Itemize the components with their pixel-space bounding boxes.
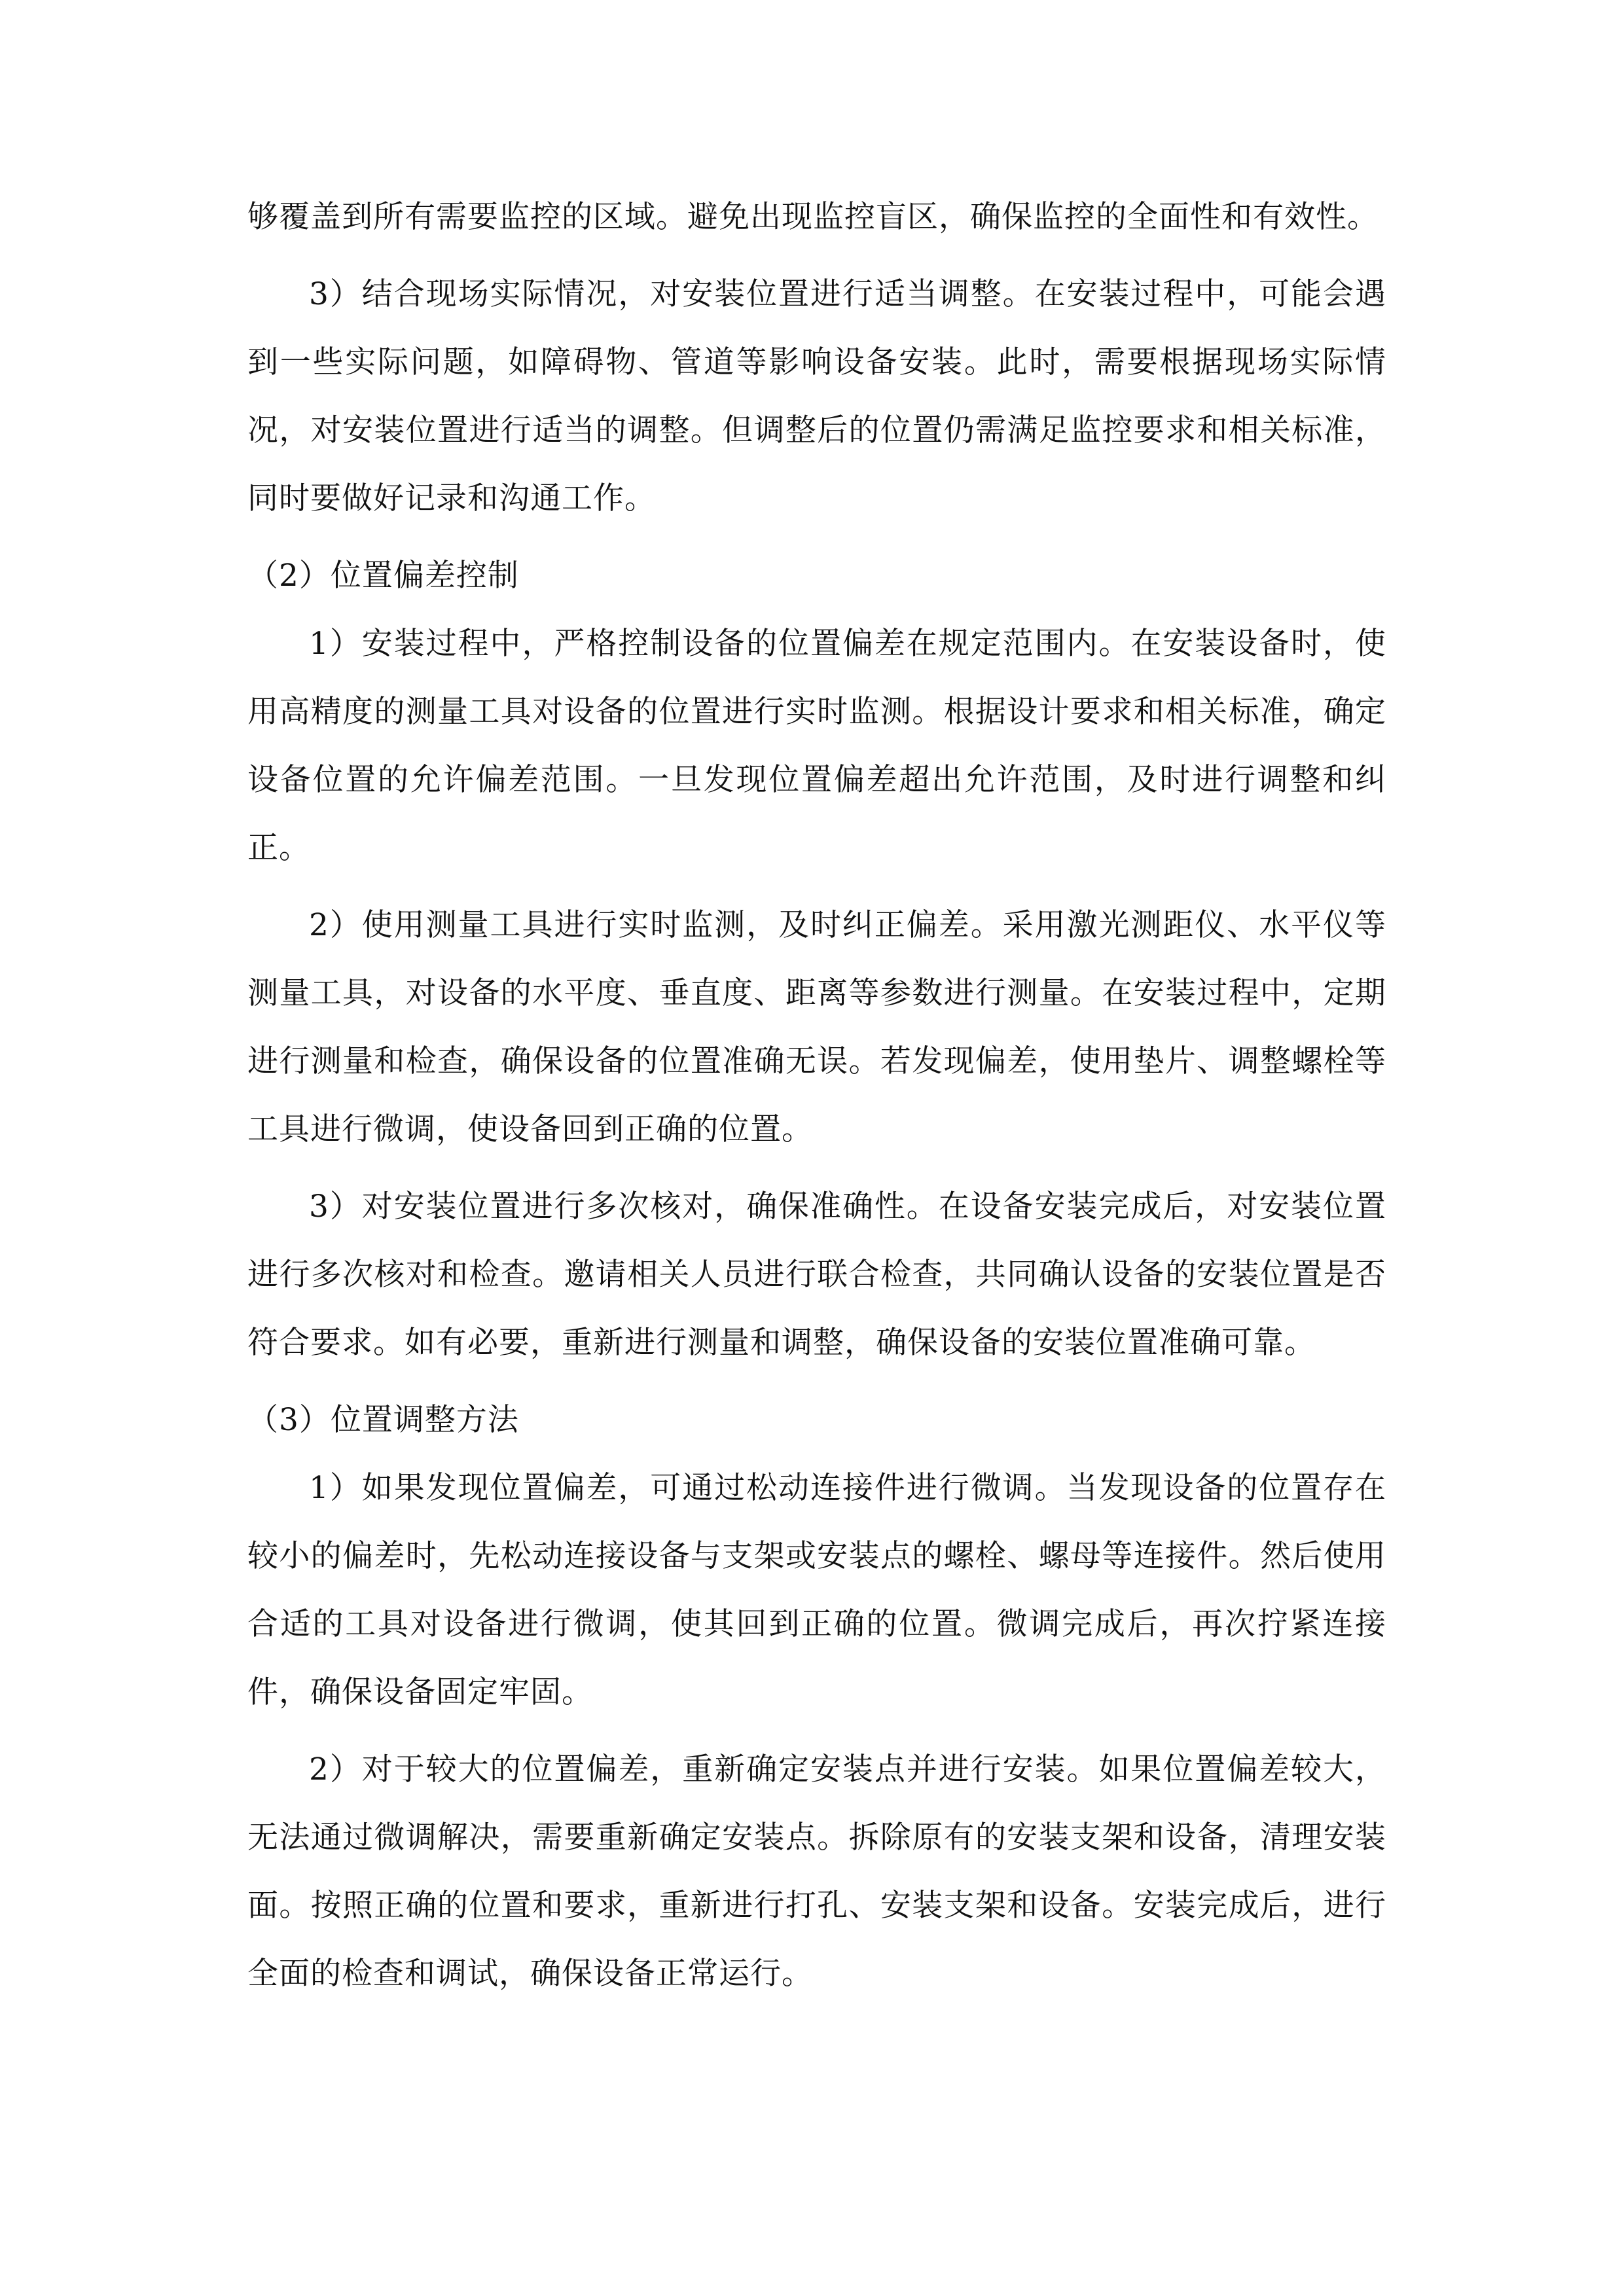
paragraph-reinstall: 2）对于较大的位置偏差，重新确定安装点并进行安装。如果位置偏差较大，无法通过微调解决，需要重新确定安装点。拆除原有的安装支架和设备，清理安装面。按照正确的位置和要求，重新进行打孔、安装支架和设备。安装完成后，进行全面的检查和调试，确保设备正常运行。 (247, 1751, 1386, 1992)
section-heading-adjust-method: （3）位置调整方法 (247, 1402, 519, 1438)
paragraph-adjust-position: 3）结合现场实际情况，对安装位置进行适当调整。在安装过程中，可能会遇到一些实际问题，如障碍物、管道等影响设备安装。此时，需要根据现场实际情况，对安装位置进行适当的调整。但调整后的位置仍需满足监控要求和相关标准，同时要做好记录和沟通工作。 (247, 276, 1386, 516)
paragraph-realtime-measure: 2）使用测量工具进行实时监测，及时纠正偏差。采用激光测距仪、水平仪等测量工具，对设备的水平度、垂直度、距离等参数进行测量。在安装过程中，定期进行测量和检查，确保设备的位置准确无误。若发现偏差，使用垫片、调整螺栓等工具进行微调，使设备回到正确的位置。 (247, 907, 1386, 1147)
document-page (247, 183, 1386, 2008)
paragraph-strict-control: 1）安装过程中，严格控制设备的位置偏差在规定范围内。在安装设备时，使用高精度的测量工具对设备的位置进行实时监测。根据设计要求和相关标准，确定设备位置的允许偏差范围。一旦发现位置偏差超出允许范围，及时进行调整和纠正。 (247, 626, 1386, 866)
paragraph-multiple-checks: 3）对安装位置进行多次核对，确保准确性。在设备安装完成后，对安装位置进行多次核对和检查。邀请相关人员进行联合检查，共同确认设备的安装位置是否符合要求。如有必要，重新进行测量和调整，确保设备的安装位置准确可靠。 (247, 1189, 1386, 1361)
section-heading-deviation-control: （2）位置偏差控制 (247, 558, 519, 594)
paragraph-continuation: 够覆盖到所有需要监控的区域。避免出现监控盲区，确保监控的全面性和有效性。 (247, 199, 1379, 235)
paragraph-fine-tune: 1）如果发现位置偏差，可通过松动连接件进行微调。当发现设备的位置存在较小的偏差时，先松动连接设备与支架或安装点的螺栓、螺母等连接件。然后使用合适的工具对设备进行微调，使其回到正确的位置。微调完成后，再次拧紧连接件，确保设备固定牢固。 (247, 1470, 1386, 1710)
